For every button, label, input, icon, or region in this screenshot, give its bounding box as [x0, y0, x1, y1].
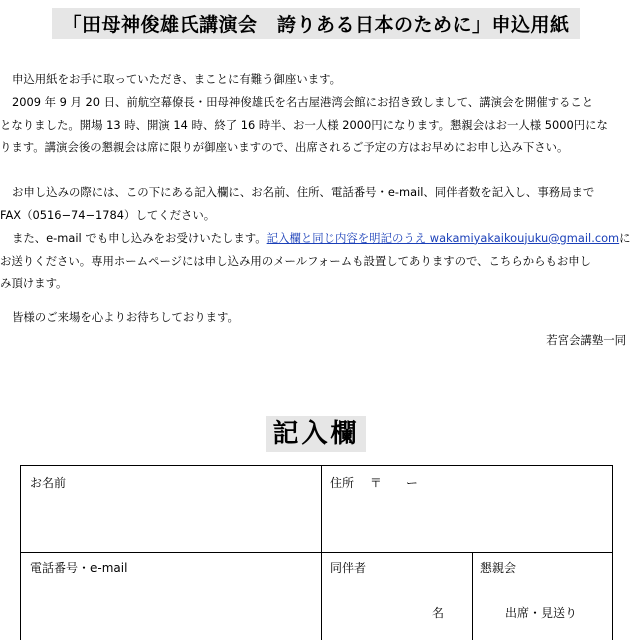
name-field[interactable] [30, 474, 66, 491]
form-party-divider [472, 552, 473, 640]
paragraph-greeting: 申込用紙をお手に取っていただき、まことに有難う御座います。 [12, 72, 341, 86]
body-text [0, 68, 632, 352]
title-bar [0, 8, 632, 39]
paragraph-event-line-1: 2009 年 9 月 20 日、前航空幕僚長・田母神俊雄氏を名古屋港湾会館にお招き致しまして、講演会を開催すること [12, 94, 594, 109]
party-label: 懇親会 [480, 561, 517, 575]
form-heading-bar [0, 416, 632, 452]
paragraph-closing: 皆様のご来場を心よりお待ちしております。 [12, 310, 239, 325]
entry-form [0, 465, 632, 640]
companion-unit: 名 [432, 606, 445, 620]
companion-label: 同伴者 [330, 561, 367, 575]
companion-field[interactable] [330, 559, 366, 576]
phone-email-label: 電話番号・e-mail [30, 561, 128, 575]
name-label: お名前 [30, 476, 67, 490]
paragraph-event-line-2: となりました。開場 13 時、開演 14 時、終了 16 時半、お一人様 2000円になります。懇親会はお一人様 5000円にな [0, 117, 608, 132]
form-top-border [20, 465, 612, 466]
paragraph-email-line-2: お送りください。専用ホームページには申し込み用のメールフォームも設置してありますので、こちらからもお申し [0, 253, 592, 268]
email-intro-text: また、e-mail でも申し込みをお受けいたします。 [12, 230, 267, 245]
paragraph-email-line-1 [0, 227, 632, 250]
signature: 若宮会講塾一同 [546, 332, 626, 347]
page-title: 「田母神俊雄氏講演会 誇りある日本のために」申込用紙 [52, 8, 579, 39]
paragraph-apply-line-1: お申し込みの際には、この下にある記入欄に、お名前、住所、電話番号・e-mail、同伴者数を記入し、事務局まで [12, 185, 595, 200]
form-right-border [612, 465, 613, 640]
form-row-divider [20, 552, 612, 553]
paragraph-apply-line-2: FAX（0516−74−1784）してください。 [0, 207, 216, 222]
paragraph-email-line-3: み頂けます。 [0, 276, 68, 291]
address-label: 住所 〒 ー [330, 476, 418, 490]
email-link[interactable]: 記入欄と同じ内容を明記のうえ wakamiyakaikoujuku@gmail.com [266, 230, 620, 245]
email-suffix-text: に [619, 230, 631, 245]
form-heading: 記入欄 [266, 416, 365, 452]
phone-email-field[interactable] [30, 559, 127, 576]
paragraph-event-line-3: ります。講演会後の懇親会は席に限りが御座いますので、出席されるご予定の方はお早めにお申し込み下さい。 [0, 140, 569, 155]
party-field[interactable] [480, 559, 516, 576]
address-field[interactable] [330, 474, 418, 491]
party-options[interactable]: 出席・見送り [505, 606, 578, 620]
